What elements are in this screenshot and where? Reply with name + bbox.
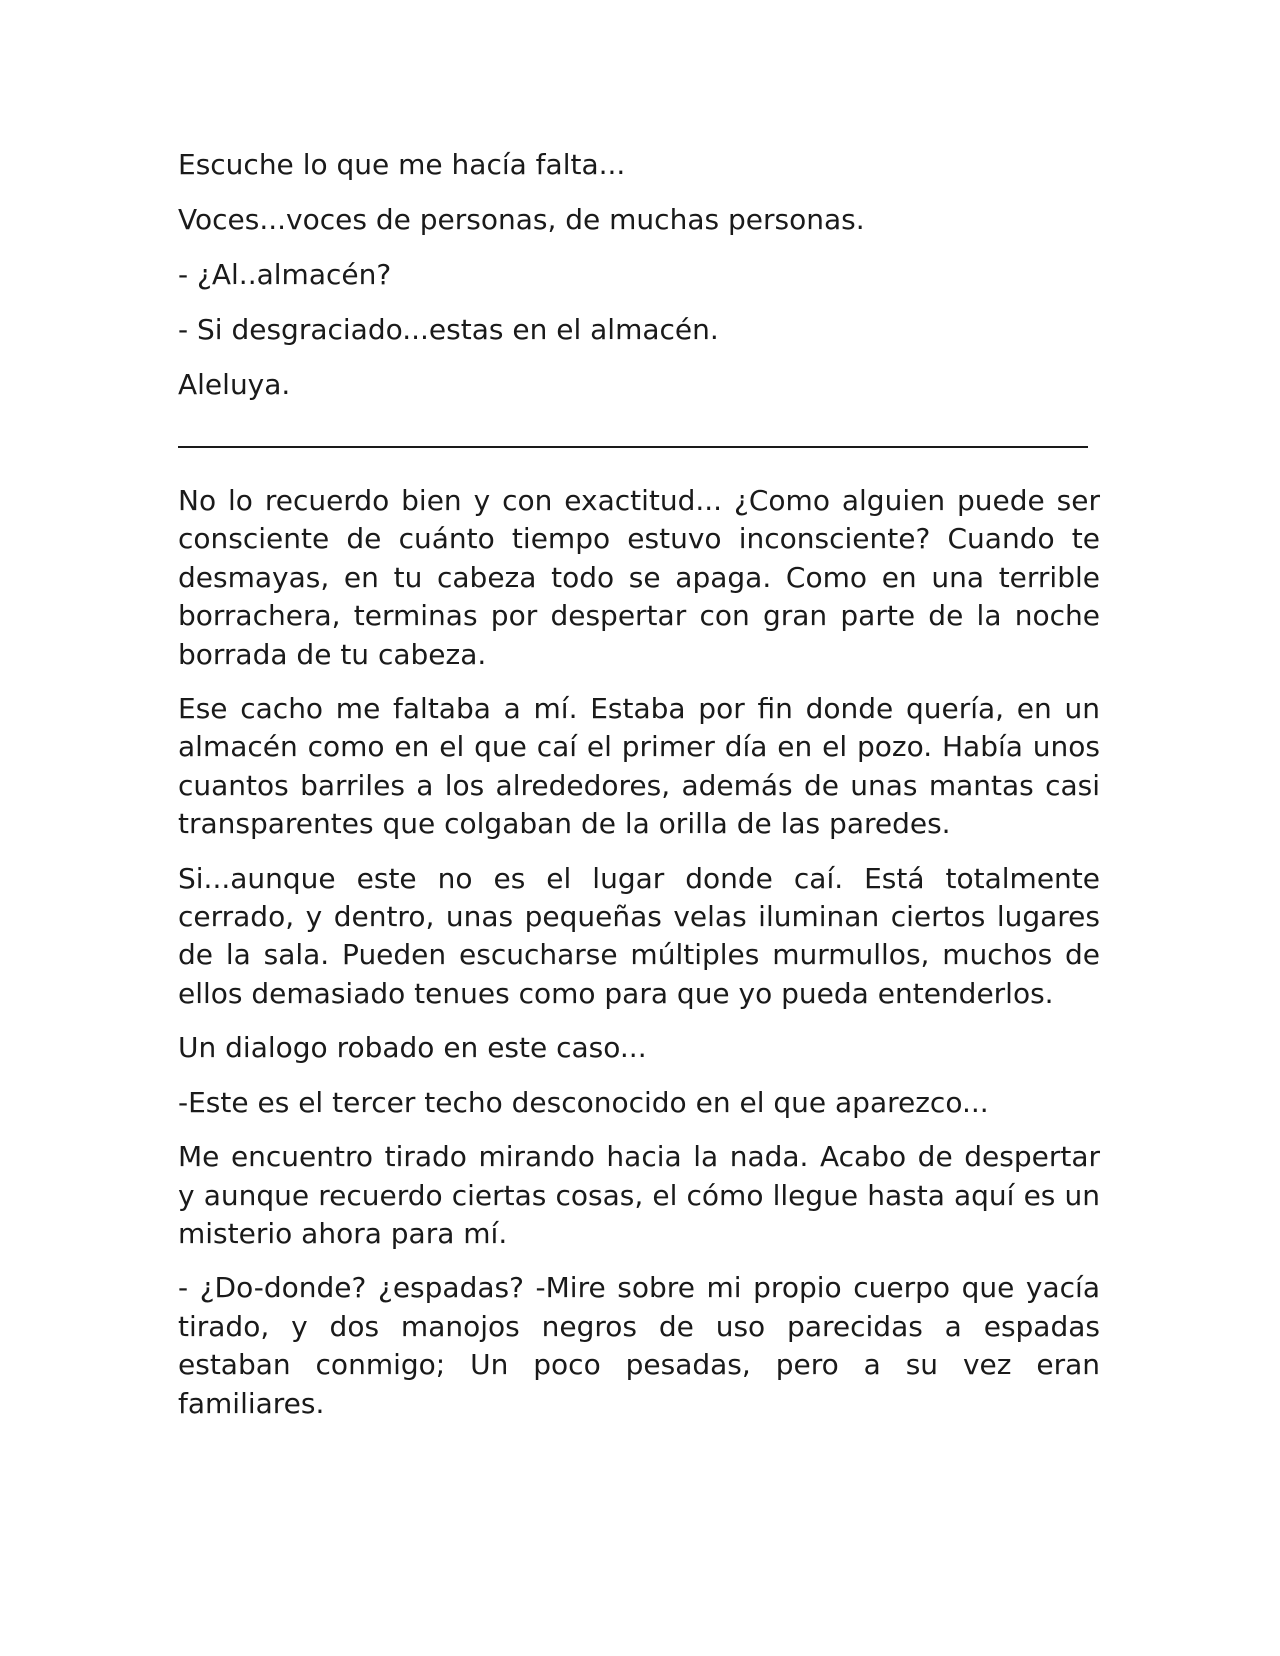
document-page [178,146,1100,1439]
text-line: Escuche lo que me hacía falta... [178,148,626,181]
paragraph: Me encuentro tirado mirando hacia la nada. Acabo de despertar y aunque recuerdo ciertas cosas, el cómo llegue hasta aquí es un misterio ahora para mí. [178,1140,1100,1250]
text-line: Voces...voces de personas, de muchas personas. [178,203,865,236]
paragraph: Un dialogo robado en este caso... [178,1031,647,1065]
text-line: - Si desgraciado...estas en el almacén. [178,313,719,346]
paragraph: No lo recuerdo bien y con exactitud... ¿Como alguien puede ser consciente de cuánto tiempo estuvo inconsciente? Cuando te desmayas, en tu cabeza todo se apaga. Como en una terrible borrachera, terminas por despertar con gran parte de la noche borrada de tu cabeza. [178,484,1100,671]
paragraph: Si...aunque este no es el lugar donde caí. Está totalmente cerrado, y dentro, unas pequeñas velas iluminan ciertos lugares de la sala. Pueden escucharse múltiples murmullos, muchos de ellos demasiado tenues como para que yo pueda entenderlos. [178,861,1100,1010]
text-line: Aleluya. [178,368,291,401]
text-line: - ¿Al..almacén? [178,258,392,291]
paragraph: -Este es el tercer techo desconocido en el que aparezco... [178,1085,989,1119]
paragraph: - ¿Do-donde? ¿espadas? -Mire sobre mi propio cuerpo que yacía tirado, y dos manojos negros de uso parecidas a espadas estaban conmigo; Un poco pesadas, pero a su vez eran familiares. [178,1271,1100,1420]
section-divider [178,446,1088,448]
paragraph: Ese cacho me faltaba a mí. Estaba por fin donde quería, en un almacén como en el que caí el primer día en el pozo. Había unos cuantos barriles a los alrededores, además de unas mantas casi transparentes que colgaban de la orilla de las paredes. [178,692,1100,841]
